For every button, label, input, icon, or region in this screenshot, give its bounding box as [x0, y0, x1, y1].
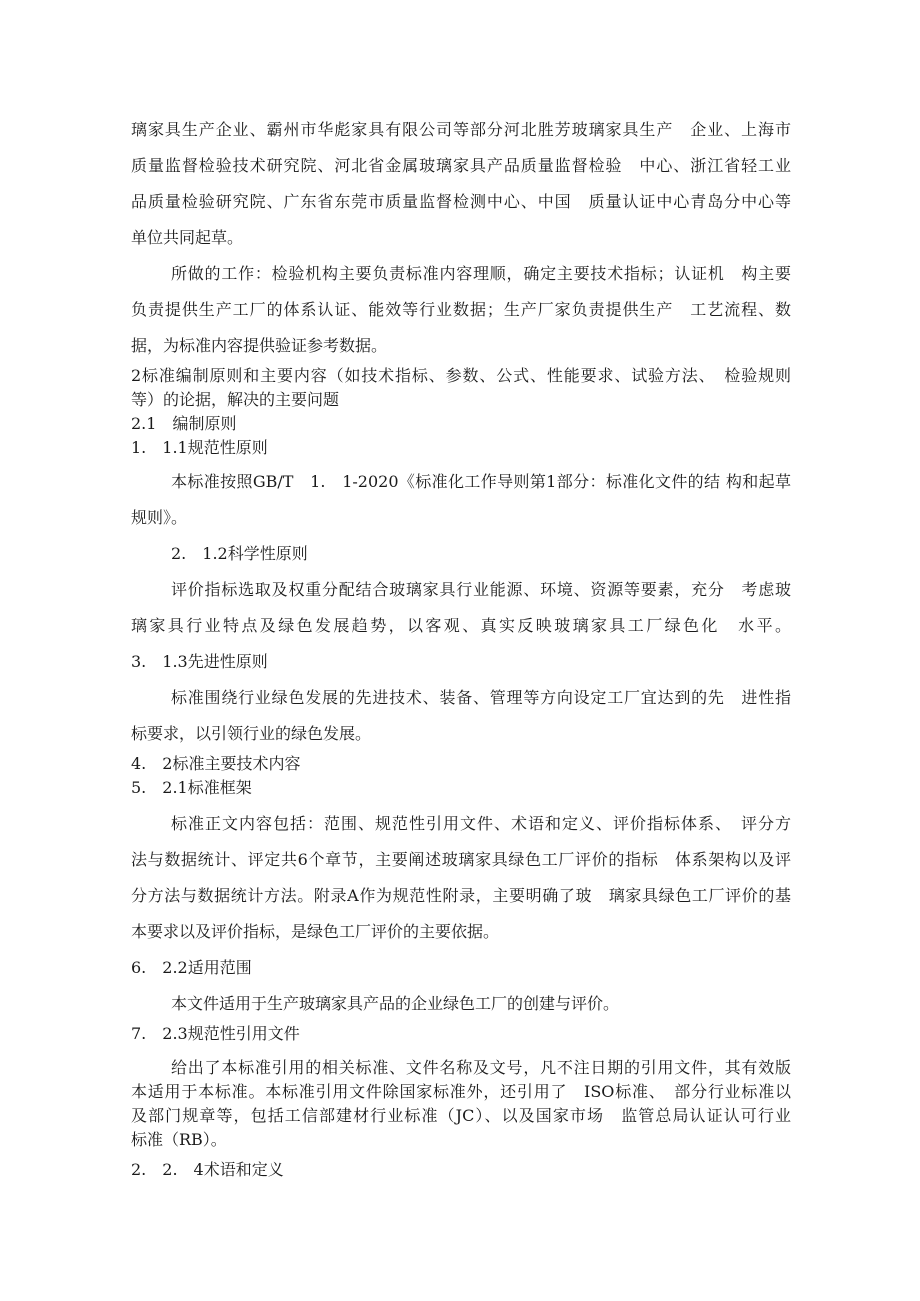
subsection-heading-1-1-1: 1. 1.1规范性原则 — [131, 438, 268, 457]
paragraph-normative-line-1: 本标准按照GB/T 1. 1-2020《标准化工作导则第1部分：标准化文件的结 构和起草 — [171, 472, 791, 491]
paragraph-framework-line-2: 法与数据统计、评定共6个章节，主要阐述玻璃家具绿色工厂评价的指标 体系架构以及评 — [131, 850, 791, 869]
paragraph-drafting-units-line-4: 单位共同起草。 — [131, 228, 244, 247]
paragraph-references-line-2: 本适用于本标准。本标准引用文件除国家标准外，还引用了 ISO标准、 部分行业标准以 — [131, 1082, 791, 1101]
subsection-heading-6-2-2: 6. 2.2适用范围 — [131, 958, 252, 977]
subsection-heading-7-2-3: 7. 2.3规范性引用文件 — [131, 1024, 300, 1043]
paragraph-references-line-1: 给出了本标准引用的相关标准、文件名称及文号，凡不注日期的引用文件，其有效版 — [171, 1058, 791, 1077]
paragraph-normative-line-2: 规则》。 — [131, 508, 188, 527]
paragraph-references-line-4: 标准（RB）。 — [131, 1130, 227, 1149]
subsection-heading-5-2-1: 5. 2.1标准框架 — [131, 778, 252, 797]
paragraph-scientific-line-2: 璃家具行业特点及绿色发展趋势，以客观、真实反映玻璃家具工厂绿色化 水平。 — [131, 616, 791, 635]
section-heading-2-line-2: 等）的论据，解决的主要问题 — [131, 390, 340, 409]
paragraph-work-done-line-1: 所做的工作：检验机构主要负责标准内容理顺，确定主要技术指标；认证机 构主要 — [171, 264, 791, 283]
subsection-heading-1-1-2: 2. 1.2科学性原则 — [171, 544, 308, 563]
paragraph-scope: 本文件适用于生产玻璃家具产品的企业绿色工厂的创建与评价。 — [171, 994, 620, 1013]
paragraph-advanced-line-1: 标准围绕行业绿色发展的先进技术、装备、管理等方向设定工厂宜达到的先 进性指 — [171, 688, 791, 707]
section-heading-2-line-1: 2标准编制原则和主要内容（如技术指标、参数、公式、性能要求、试验方法、 检验规则 — [131, 366, 791, 385]
paragraph-work-done-line-3: 据，为标准内容提供验证参考数据。 — [131, 336, 388, 355]
paragraph-drafting-units-line-1: 璃家具生产企业、霸州市华彪家具有限公司等部分河北胜芳玻璃家具生产 企业、上海市 — [131, 120, 791, 139]
paragraph-references-line-3: 及部门规章等，包括工信部建材行业标准（JC）、以及国家市场 监管总局认证认可行业 — [131, 1106, 791, 1125]
paragraph-advanced-line-2: 标要求，以引领行业的绿色发展。 — [131, 724, 372, 743]
paragraph-scientific-line-1: 评价指标选取及权重分配结合玻璃家具行业能源、环境、资源等要素，充分 考虑玻 — [171, 580, 791, 599]
subsection-heading-2-1: 2.1 编制原则 — [131, 414, 237, 433]
subsection-heading-1-1-3: 3. 1.3先进性原则 — [131, 652, 268, 671]
paragraph-drafting-units-line-3: 品质量检验研究院、广东省东莞市质量监督检测中心、中国 质量认证中心青岛分中心等 — [131, 192, 791, 211]
paragraph-framework-line-1: 标准正文内容包括：范围、规范性引用文件、术语和定义、评价指标体系、 评分方 — [171, 814, 791, 833]
paragraph-work-done-line-2: 负责提供生产工厂的体系认证、能效等行业数据；生产厂家负责提供生产 工艺流程、数 — [131, 300, 791, 319]
paragraph-framework-line-4: 本要求以及评价指标，是绿色工厂评价的主要依据。 — [131, 922, 500, 941]
paragraph-drafting-units-line-2: 质量监督检验技术研究院、河北省金属玻璃家具产品质量监督检验 中心、浙江省轻工业 — [131, 156, 791, 175]
subsection-heading-4-2: 4. 2标准主要技术内容 — [131, 754, 301, 773]
subsection-heading-2-2-4: 2. 2. 4术语和定义 — [131, 1160, 284, 1179]
paragraph-framework-line-3: 分方法与数据统计方法。附录A作为规范性附录，主要明确了玻 璃家具绿色工厂评价的基 — [131, 886, 791, 905]
